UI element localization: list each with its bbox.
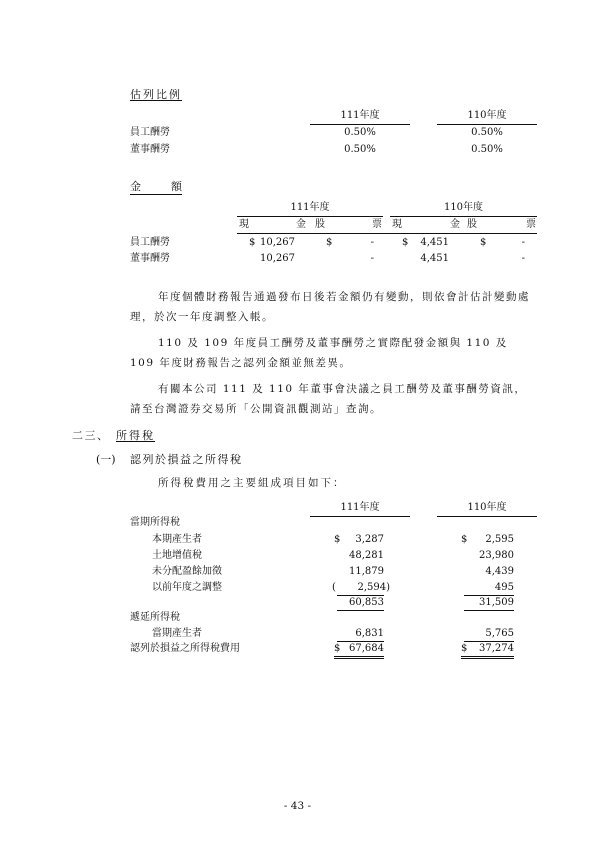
paragraph-estimate-change: 年度個體財務報告通過發布日後若金額仍有變動，則依會計估計變動處理，於次一年度調整入帳。 [130,291,530,323]
ratio-col-111: 111年度 [340,110,380,121]
amount-row-stock-111: - [370,253,374,264]
stock-header-a: 股 [467,219,477,230]
stock-header-a: 股 [315,219,325,230]
current-total-rule-111 [337,610,384,611]
tax-total-110: 37,274 [479,643,514,654]
ratio-row-111: 0.50% [344,127,376,138]
ratio-col-110: 110年度 [467,110,507,121]
tax-total-label: 認列於損益之所得稅費用 [130,643,240,654]
current-tax-row-currency: ( [332,582,336,593]
amount-heading-rule [130,194,182,195]
tax-col-111-rule [310,516,410,517]
paragraph-mops-reference: 有關本公司 111 及 110 年董事會決議之員工酬勞及董事酬勞資訊，請至台灣證券交易所「公開資訊觀測站」查詢。 [130,383,527,415]
current-tax-row-111: 2,594) [357,582,390,593]
current-tax-heading: 當期所得稅 [130,517,180,528]
amount-row-label: 員工酬勞 [130,237,170,248]
stock-header-b: 票 [526,219,536,230]
tax-col-111: 111年度 [340,502,380,513]
amount-row-stock-111: - [370,237,374,248]
amount-heading-b: 額 [171,180,182,193]
tax-intro: 所得稅費用之主要組成項目如下： [158,477,346,489]
amount-row-cash-111: 10,267 [260,253,295,264]
stock-header-b: 票 [372,219,382,230]
current-tax-row-label: 土地增值稅 [152,550,202,561]
deferred-tax-heading: 遞延所得稅 [130,612,180,623]
ratio-row-label: 董事酬勞 [130,144,170,155]
tax-total-currency-111: $ [334,643,341,654]
current-tax-row-111: 3,287 [355,534,384,545]
amount-row-cash-currency: $ [402,237,409,248]
section-title: 所得稅 [116,429,155,442]
tax-total-double-rule-110 [461,656,514,657]
cash-header-a: 現 [239,219,249,230]
tax-total-double-rule-111 [334,658,384,659]
tax-col-110-rule [437,516,537,517]
amount-row-cash-111: 10,267 [260,237,295,248]
current-tax-row-111: 11,879 [349,566,384,577]
current-tax-row-110: 2,595 [485,534,514,545]
deferred-rule-111 [337,641,384,642]
subsection-title: 認列於損益之所得稅 [130,453,243,466]
amount-subheader-rule [237,233,537,234]
amount-row-cash-110: 4,451 [420,253,449,264]
ratio-row-111: 0.50% [344,144,376,155]
deferred-tax-row-label: 當期產生者 [152,628,202,639]
amount-row-stock-110: - [521,253,525,264]
section-number: 二三、 [72,429,110,442]
deferred-tax-row-110: 5,765 [485,628,514,639]
current-tax-row-110: 495 [494,582,514,593]
amount-col-110-rule [390,216,537,217]
tax-total-double-rule-111 [334,656,384,657]
amount-row-cash-110: 4,451 [420,237,449,248]
ratio-row-110: 0.50% [471,127,503,138]
current-tax-row-label: 以前年度之調整 [152,582,222,593]
ratio-row-label: 員工酬勞 [130,127,170,138]
current-subtotal-rule-110 [464,595,514,596]
current-tax-row-110: 23,980 [479,550,514,561]
current-tax-row-111: 48,281 [349,550,384,561]
cash-header-b: 金 [296,219,306,230]
tax-col-110: 110年度 [467,502,507,513]
paragraph-no-difference: 110 及 109 年度員工酬勞及董事酬勞之實際配發金額與 110 及 109 年度財務報告之認列金額並無差異。 [130,337,508,369]
amount-col-111: 111年度 [290,202,330,213]
amount-row-stock-110: - [521,237,525,248]
current-subtotal-rule-111 [337,595,384,596]
current-tax-row-label: 未分配盈餘加徵 [152,566,222,577]
amount-col-111-rule [237,216,383,217]
cash-header-a: 現 [392,219,402,230]
ratio-col-110-rule [437,124,537,125]
cash-header-b: 金 [450,219,460,230]
ratio-row-110: 0.50% [471,144,503,155]
current-tax-row-110: 4,439 [485,566,514,577]
current-tax-row-currency: $ [334,534,341,545]
tax-total-111: 67,684 [349,643,384,654]
amount-row-label: 董事酬勞 [130,253,170,264]
amount-row-stock-currency: $ [480,237,487,248]
amount-col-110: 110年度 [443,202,484,213]
current-total-rule-110 [464,610,514,611]
subsection-number: (一) [96,453,116,466]
amount-row-cash-currency: $ [249,237,256,248]
page-number: - 43 - [283,800,312,812]
ratio-heading: 估列比例 [130,88,182,101]
tax-total-double-rule-110 [461,658,514,659]
current-tax-row-currency: $ [461,534,468,545]
amount-row-stock-currency: $ [326,237,333,248]
current-total-110: 31,509 [479,597,514,608]
current-total-111: 60,853 [349,597,384,608]
deferred-rule-110 [464,641,514,642]
tax-total-currency-110: $ [461,643,468,654]
ratio-col-111-rule [310,124,410,125]
current-tax-row-label: 本期產生者 [152,534,202,545]
deferred-tax-row-111: 6,831 [355,628,384,639]
amount-heading-a: 金 [130,180,141,193]
